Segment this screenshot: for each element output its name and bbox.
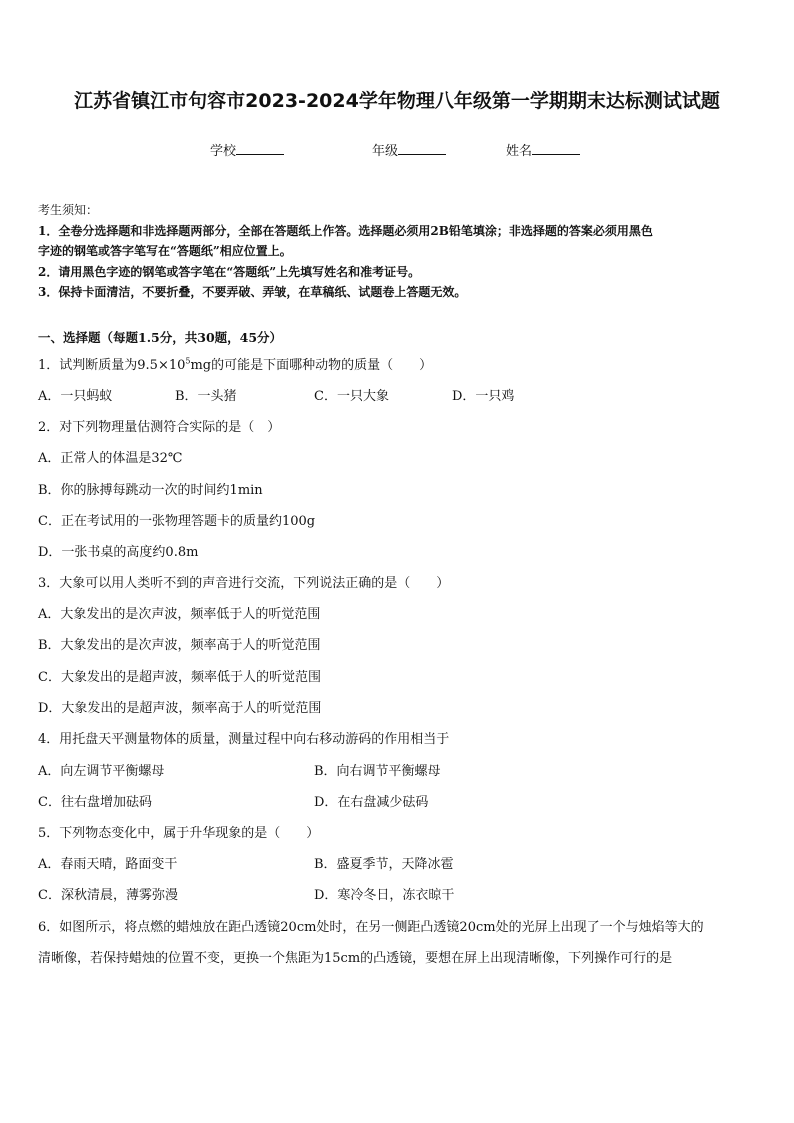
school-label: 学校 bbox=[210, 144, 237, 159]
grade-blank[interactable] bbox=[398, 141, 446, 155]
notice-line: 字迹的钢笔或答字笔写在“答题纸”相应位置上。 bbox=[38, 244, 292, 258]
name-blank[interactable] bbox=[532, 141, 580, 155]
q5-option-d[interactable]: D．寒冷冬日，冻衣晾干 bbox=[314, 888, 455, 903]
name-label: 姓名 bbox=[506, 144, 533, 159]
exam-title: 江苏省镇江市句容市2023-2024学年物理八年级第一学期期末达标测试试题 bbox=[74, 90, 720, 112]
q5-option-a[interactable]: A．春雨天晴，路面变干 bbox=[38, 857, 178, 872]
question-5-stem: 5．下列物态变化中，属于升华现象的是（ ） bbox=[38, 826, 320, 841]
q4-option-d[interactable]: D．在右盘减少砝码 bbox=[314, 795, 429, 810]
school-blank[interactable] bbox=[236, 141, 284, 155]
notice-line: 2．请用黑色字迹的钢笔或答字笔在“答题纸”上先填写姓名和准考证号。 bbox=[38, 264, 421, 279]
q3-option-d[interactable]: D．大象发出的是超声波，频率高于人的听觉范围 bbox=[38, 701, 322, 716]
question-6-stem-line-1: 6．如图所示，将点燃的蜡烛放在距凸透镜20cm处时，在另一侧距凸透镜20cm处的光屏上出现了一个与烛焰等大的 bbox=[38, 920, 704, 935]
exam-notice bbox=[38, 200, 758, 303]
q1-option-d[interactable]: D．一只鸡 bbox=[452, 389, 515, 404]
grade-label: 年级 bbox=[372, 144, 399, 159]
q1-option-a[interactable]: A．一只蚂蚁 bbox=[38, 389, 113, 404]
q2-option-b[interactable]: B．你的脉搏每跳动一次的时间约1min bbox=[38, 483, 263, 498]
question-2-stem: 2．对下列物理量估测符合实际的是（ ） bbox=[38, 420, 281, 435]
q1-option-b[interactable]: B．一头猪 bbox=[175, 389, 237, 404]
question-1-stem: 1．试判断质量为$9.5\times 10^5mg$的可能是下面哪种动物的质量（ ） bbox=[38, 356, 433, 373]
q5-option-b[interactable]: B．盛夏季节，天降冰雹 bbox=[314, 857, 454, 872]
notice-heading: 考生须知： bbox=[38, 203, 99, 217]
name-field[interactable] bbox=[506, 140, 580, 159]
q4-option-a[interactable]: A．向左调节平衡螺母 bbox=[38, 764, 165, 779]
question-4-stem: 4．用托盘天平测量物体的质量，测量过程中向右移动游码的作用相当于 bbox=[38, 732, 450, 747]
question-6-stem-line-2: 清晰像，若保持蜡烛的位置不变，更换一个焦距为15cm的凸透镜，要想在屏上出现清晰像，下列操作可行的是 bbox=[38, 951, 673, 966]
q2-option-c[interactable]: C．正在考试用的一张物理答题卡的质量约100g bbox=[38, 514, 316, 529]
q2-option-a[interactable]: A．正常人的体温是32℃ bbox=[38, 451, 183, 466]
q2-option-d[interactable]: D．一张书桌的高度约0.8m bbox=[38, 545, 199, 560]
q3-option-b[interactable]: B．大象发出的是次声波，频率高于人的听觉范围 bbox=[38, 638, 321, 653]
q4-option-b[interactable]: B．向右调节平衡螺母 bbox=[314, 764, 441, 779]
q5-option-c[interactable]: C．深秋清晨，薄雾弥漫 bbox=[38, 888, 178, 903]
q4-option-c[interactable]: C．往右盘增加砝码 bbox=[38, 795, 152, 810]
question-3-stem: 3．大象可以用人类听不到的声音进行交流，下列说法正确的是（ ） bbox=[38, 576, 450, 591]
notice-line: 1．全卷分选择题和非选择题两部分，全部在答题纸上作答。选择题必须用2B铅笔填涂；非选择题的答案必须用黑色 bbox=[38, 223, 653, 238]
q3-option-c[interactable]: C．大象发出的是超声波，频率低于人的听觉范围 bbox=[38, 670, 321, 685]
section-heading: 一、选择题（每题1.5分，共30题，45分） bbox=[38, 330, 283, 345]
q1-option-c[interactable]: C．一只大象 bbox=[314, 389, 389, 404]
notice-line: 3．保持卡面清洁，不要折叠，不要弄破、弄皱，在草稿纸、试题卷上答题无效。 bbox=[38, 285, 467, 299]
grade-field[interactable] bbox=[372, 140, 446, 159]
school-field[interactable] bbox=[210, 140, 284, 159]
q3-option-a[interactable]: A．大象发出的是次声波，频率低于人的听觉范围 bbox=[38, 607, 321, 622]
